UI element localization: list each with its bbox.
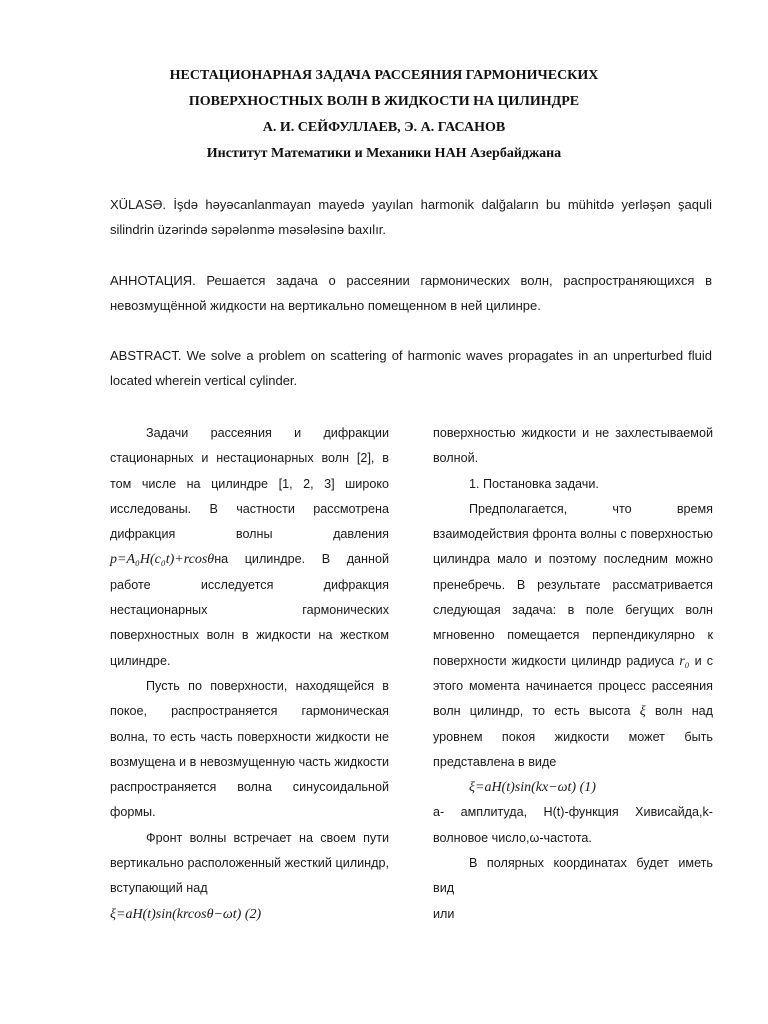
xi-symbol: ξ bbox=[639, 704, 646, 720]
paper-title-line-1: НЕСТАЦИОНАРНАЯ ЗАДАЧА РАССЕЯНИЯ ГАРМОНИЧЕСКИХ bbox=[169, 68, 599, 83]
right-paragraph-4: или bbox=[433, 906, 455, 921]
formula-1: ξ=aH(t)sin(kx−ωt) bbox=[469, 780, 577, 796]
pressure-wave-formula: p=A₀H(c₀t)+rcosθ bbox=[110, 552, 215, 568]
formula-2-label: (2) bbox=[244, 906, 262, 922]
radius-symbol: r₀ bbox=[679, 653, 690, 669]
formula-2: ξ=aH(t)sin(krcosθ−ωt) bbox=[110, 906, 242, 922]
left-paragraph-2: Пусть по поверхности, находящейся в покое, распространяется гармоническая волна, то есть часть поверхности жидкости не возмущена и в невозмущенную часть жидкости распространяется волна синусоидальной формы. bbox=[110, 678, 389, 820]
right-paragraph-0: поверхностью жидкости и не захлестываемой волной. bbox=[433, 426, 713, 466]
right-column bbox=[433, 421, 713, 927]
formula-1-line bbox=[433, 775, 713, 800]
section-heading: 1. Постановка задачи. bbox=[469, 476, 599, 491]
left-p1-text-start: Задачи рассеяния и дифракции стационарных и нестационарных волн [2], в том числе на цилиндре [1, 2, 3] широко исследованы. В частности рассмотрена дифракция волны давления bbox=[110, 426, 389, 542]
right-p1-text-end: волн над уровнем покоя жидкости может быть представлена в виде bbox=[433, 704, 714, 769]
institution: Институт Математики и Механики НАН Азербайджана bbox=[206, 146, 562, 161]
right-paragraph-1 bbox=[433, 497, 713, 775]
left-paragraph-1 bbox=[110, 421, 389, 674]
right-paragraph-3: В полярных координатах будет иметь вид bbox=[433, 856, 713, 896]
abstract-russian: АННОТАЦИЯ. Решается задача о рассеянии гармонических волн, распространяющихся в невозмущённой жидкости на вертикально помещенном в ней цилинре. bbox=[110, 273, 712, 313]
abstract-azerbaijani: XÜLASƏ. İşdə həyəcanlanmayan mayedə yayılan harmonik dalğaların bu mühitdə yerləşən şaquli silindrin üzərində səpələnmə məsələsinə baxılır. bbox=[110, 197, 712, 237]
right-p1-text-middle: и с этого момента начинается процесс рассеяния волн цилиндр, то есть высота bbox=[433, 653, 713, 719]
formula-2-line bbox=[110, 902, 389, 927]
authors: А. И. СЕЙФУЛЛАЕВ, Э. А. ГАСАНОВ bbox=[262, 120, 506, 135]
formula-1-label: (1) bbox=[579, 780, 596, 796]
paper-title-line-2: ПОВЕРХНОСТНЫХ ВОЛН В ЖИДКОСТИ НА ЦИЛИНДРЕ bbox=[188, 94, 580, 109]
right-p1-text-start: Предполагается, что время взаимодействия фронта волны с поверхностью цилиндра мало и поэтому последним можно пренебречь. В результате рассматривается следующая задача: в поле бегущих волн мгновенно помещается перпендикулярно к поверхности жидкости цилиндр радиуса bbox=[433, 501, 713, 668]
right-paragraph-2: a- амплитуда, H(t)-функция Хивисайда,k-волновое число,ω-частота. bbox=[433, 805, 713, 845]
left-p1-text-end: на цилиндре. В данной работе исследуется дифракция нестационарных гармонических поверхностных волн в жидкости на жестком цилиндре. bbox=[110, 552, 389, 668]
left-column bbox=[110, 421, 389, 927]
left-paragraph-3: Фронт волны встречает на своем пути вертикально расположенный жесткий цилиндр, вступающий над bbox=[110, 830, 389, 896]
abstract-english: ABSTRACT. We solve a problem on scattering of harmonic waves propagates in an unperturbed fluid located wherein vertical cylinder. bbox=[110, 348, 712, 388]
